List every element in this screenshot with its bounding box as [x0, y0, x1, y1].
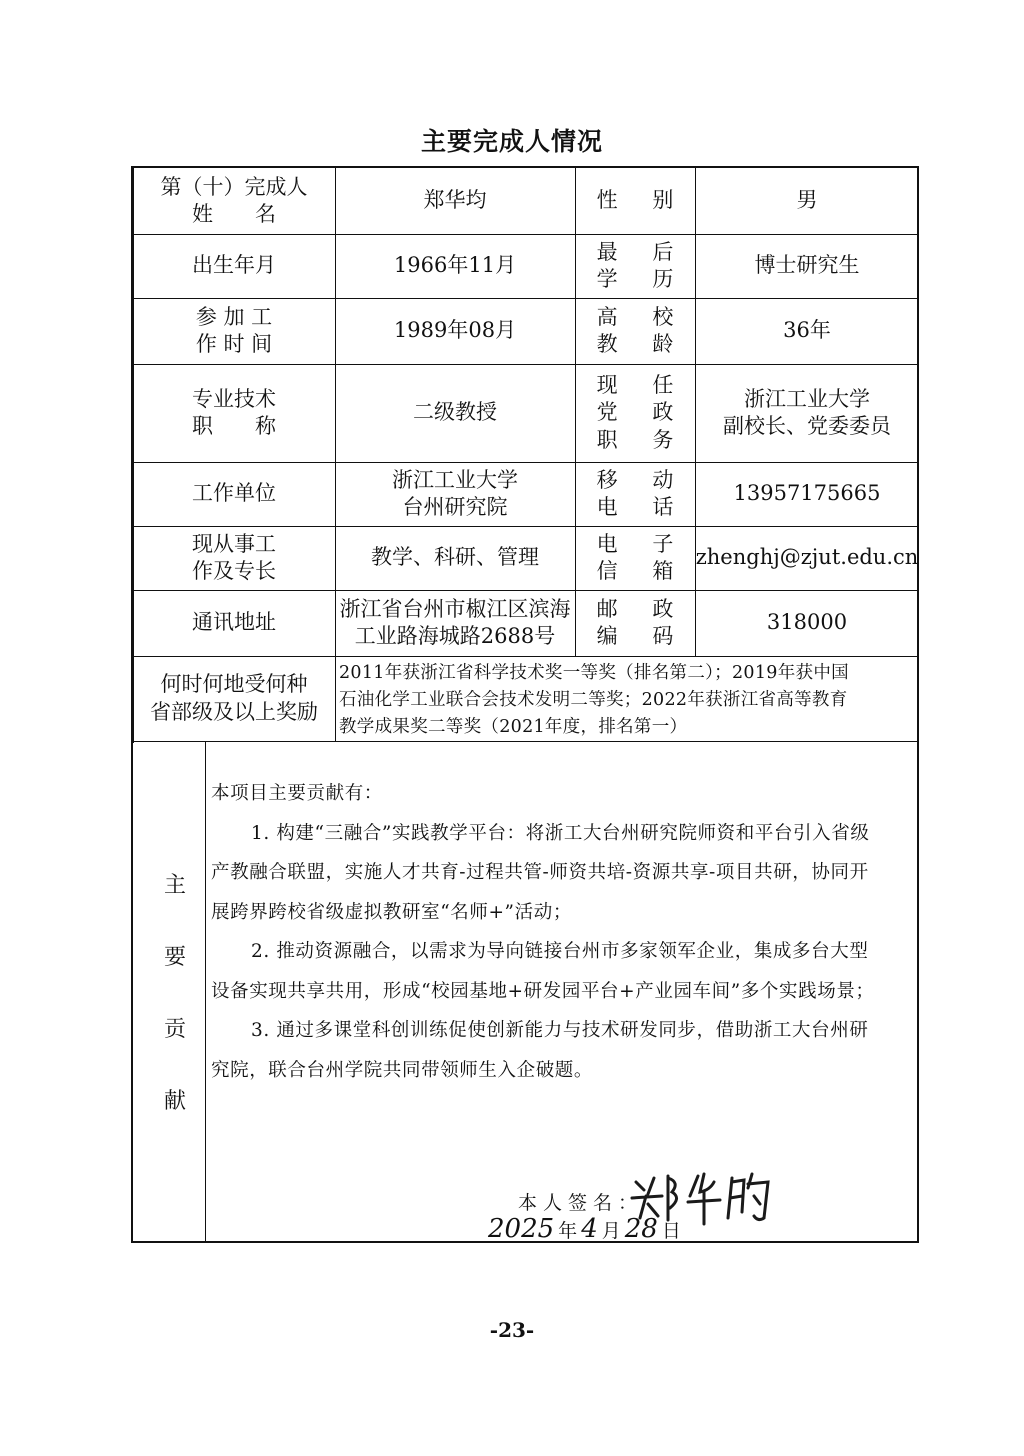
contribution-line: 产教融合联盟，实施人才共育-过程共管-师资共培-资源共享-项目共研，协同开: [211, 862, 869, 883]
field-label-2-line: 电 话: [596, 495, 688, 519]
field-value-line: 浙江省台州市椒江区滨海: [339, 596, 571, 621]
field-value-line: 台州研究院: [402, 495, 508, 519]
field-label: [133, 364, 335, 462]
awards-text-line: 石油化学工业联合会技术发明二等奖；2022年获浙江省高等教育: [339, 690, 848, 710]
field-label-2-line: 移 动: [596, 467, 688, 492]
field-value-line: 浙江工业大学: [392, 467, 518, 492]
contribution-line: 3. 通过多课堂科创训练促使创新能力与技术研发同步，借助浙工大台州研: [251, 1020, 869, 1041]
field-value-2: [695, 590, 919, 656]
field-label: [133, 234, 335, 298]
signature-stroke: [632, 1176, 677, 1220]
contribution-label-char: 主: [163, 873, 186, 898]
field-label: [133, 526, 335, 590]
column-divider: [575, 168, 576, 656]
field-value-line: 郑华均: [423, 188, 487, 213]
field-value-2: [695, 364, 919, 462]
field-value: [335, 298, 575, 364]
contribution-label-char: 献: [163, 1089, 186, 1114]
row-divider: [133, 364, 919, 365]
field-label-2-line: 教 龄: [596, 332, 688, 356]
column-divider: [335, 656, 336, 741]
field-value-2: [695, 462, 919, 526]
field-value-line: 二级教授: [413, 400, 497, 425]
field-label-line: 通讯地址: [192, 610, 276, 635]
field-label-2-line: 学 历: [596, 267, 688, 291]
field-label-2-line: 高 校: [596, 304, 688, 329]
field-label-line: 职 称: [192, 414, 276, 438]
field-label-line: 参 加 工: [195, 304, 273, 329]
row-divider: [133, 526, 919, 527]
signature-stroke: [728, 1174, 768, 1220]
field-label-2: [575, 298, 695, 364]
field-value-line: 1989年08月: [393, 318, 517, 343]
contribution-label-char: 贡: [163, 1017, 186, 1042]
awards-text-line: 教学成果奖二等奖（2021年度，排名第一）: [339, 717, 688, 737]
contribution-line: 究院，联合台州学院共同带领师生入企破题。: [211, 1059, 594, 1081]
field-label-line: 专业技术: [192, 386, 276, 411]
field-label-2: [575, 590, 695, 656]
field-label-line: 出生年月: [192, 253, 276, 278]
field-label-line: 工作单位: [192, 481, 276, 506]
awards-label-line: 何时何地受何种: [160, 672, 308, 697]
awards-label-line: 省部级及以上奖励: [150, 699, 318, 724]
field-label-2-line: 职 务: [596, 427, 688, 452]
signature-date-month-unit: 月: [601, 1220, 621, 1242]
field-value: [335, 590, 575, 656]
field-value: [335, 526, 575, 590]
row-divider: [133, 234, 919, 235]
field-label-line: 现从事工: [192, 531, 276, 556]
field-value-2-line: 副校长、党委委员: [723, 414, 891, 438]
field-label-line: 姓 名: [192, 202, 276, 226]
field-value-2-line: 13957175665: [733, 481, 881, 506]
row-divider: [133, 298, 919, 299]
signature-label: 本人签名：: [518, 1192, 644, 1214]
field-value-line: 工业路海城路2688号: [354, 624, 556, 648]
field-value: [335, 462, 575, 526]
field-value-2-line: 浙江工业大学: [744, 386, 870, 411]
field-label-line: 作及专长: [192, 559, 276, 583]
contribution-label-char: 要: [163, 945, 186, 970]
field-label-2-line: 最 后: [596, 239, 688, 264]
field-label-2: [575, 234, 695, 298]
awards-label: [133, 656, 335, 741]
field-label-2-line: 性 别: [596, 188, 688, 213]
contribution-line: 展跨界跨校省级虚拟教研室“名师+”活动；: [211, 901, 572, 923]
page-title: 主要完成人情况: [420, 127, 603, 156]
field-label-2: [575, 462, 695, 526]
field-value-line: 1966年11月: [393, 253, 517, 278]
signature-date-day: 28: [624, 1214, 658, 1244]
column-divider: [695, 168, 696, 656]
field-label: [133, 298, 335, 364]
field-value: [335, 364, 575, 462]
signature-date-month: 4: [581, 1214, 598, 1244]
contribution-text: [211, 774, 911, 1090]
field-label: [133, 590, 335, 656]
contribution-label: [155, 868, 195, 1156]
field-label-2: [575, 364, 695, 462]
field-value-2: [695, 298, 919, 364]
handwritten-signature: [628, 1168, 778, 1228]
contribution-line: 本项目主要贡献有：: [211, 783, 383, 804]
field-value-line: 教学、科研、管理: [371, 545, 539, 570]
field-value-2-line: 男: [796, 188, 818, 213]
field-value: [335, 168, 575, 234]
contribution-line: 2. 推动资源融合，以需求为导向链接台州市多家领军企业，集成多台大型: [251, 941, 869, 962]
contribution-line: 设备实现共享共用，形成“校园基地+研发园平台+产业园车间”多个实践场景；: [211, 980, 875, 1002]
field-label: [133, 462, 335, 526]
row-divider: [133, 462, 919, 463]
column-divider: [205, 741, 206, 1243]
field-value: [335, 234, 575, 298]
field-value-2-line: 318000: [766, 610, 848, 635]
signature-date-year-unit: 年: [558, 1220, 578, 1242]
completer-info-table: [131, 166, 919, 1243]
field-label-2-line: 编 码: [596, 624, 688, 648]
contribution-line: 1. 构建“三融合”实践教学平台：将浙工大台州研究院师资和平台引入省级: [251, 822, 870, 844]
field-label-2: [575, 168, 695, 234]
awards-text-line: 2011年获浙江省科学技术奖一等奖（排名第二）；2019年获中国: [339, 663, 849, 683]
field-label-2: [575, 526, 695, 590]
column-divider: [335, 168, 336, 656]
field-label-2-line: 现 任: [596, 373, 688, 398]
page-number: -23-: [489, 1318, 535, 1342]
field-label: [133, 168, 335, 234]
field-label-2-line: 电 子: [596, 531, 688, 556]
signature-stroke: [688, 1174, 720, 1224]
field-value-2: [695, 234, 919, 298]
awards-text: [339, 660, 917, 742]
field-label-line: 第（十）完成人: [160, 174, 308, 199]
row-divider: [133, 590, 919, 591]
field-label-2-line: 信 箱: [596, 559, 688, 583]
field-label-line: 作 时 间: [195, 332, 273, 356]
field-value-2: [695, 168, 919, 234]
field-value-2-line: 36年: [783, 318, 831, 343]
field-value-2-line: 博士研究生: [754, 253, 860, 278]
field-value-2-line: zhenghj@zjut.edu.cn: [695, 545, 919, 570]
signature-date-day-unit: 日: [661, 1220, 681, 1242]
field-label-2-line: 党 政: [596, 400, 688, 425]
field-label-2-line: 邮 政: [596, 596, 688, 621]
field-value-2: [695, 526, 919, 590]
signature-date-year: 2025: [488, 1214, 555, 1244]
